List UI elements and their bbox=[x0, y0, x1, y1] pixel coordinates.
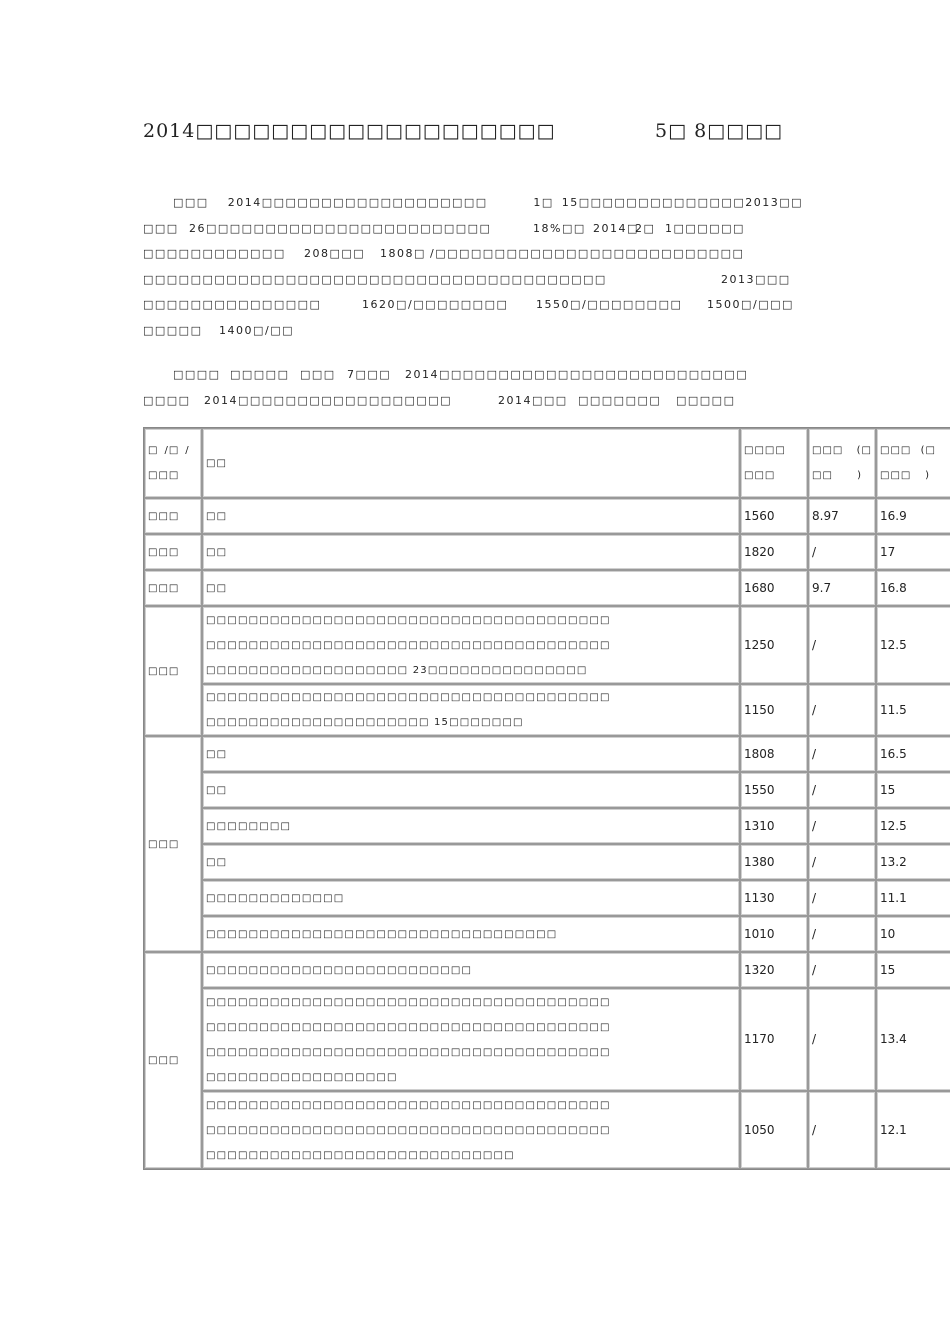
level-line: □□□□□□□□□□□□□□□□□□□□□□□□□□□□□□□□□□□□□□ bbox=[206, 614, 611, 626]
level-line: □□□□□□□□□□□□□□□□□□□ 23□□□□□□□□□□□□□□□ bbox=[206, 664, 588, 676]
document-title bbox=[143, 120, 783, 142]
header-line bbox=[812, 463, 872, 488]
table-row bbox=[144, 772, 950, 808]
text-segment: 7□□□ bbox=[347, 368, 392, 381]
cell-province: □□□ bbox=[144, 534, 202, 570]
level-line: □□□□□□□□□□□□□□□□□□□□□□□□□□□□□□□□□□□□□□ bbox=[206, 1099, 611, 1111]
table-row bbox=[144, 808, 950, 844]
cell-salary: / bbox=[808, 952, 876, 988]
cell-salary: / bbox=[808, 736, 876, 772]
cell-salary: / bbox=[808, 916, 876, 952]
level-line: □□ bbox=[206, 748, 228, 760]
cell-salary: / bbox=[808, 808, 876, 844]
text-segment: □□□□ bbox=[143, 393, 191, 407]
table-row bbox=[144, 498, 950, 534]
paragraph-line bbox=[143, 388, 803, 414]
header-text: □□□ bbox=[880, 470, 912, 481]
level-line: □□□□□□□□□□□□□□□□□□□□□ 15□□□□□□□ bbox=[206, 717, 524, 728]
header-text: ) bbox=[925, 470, 930, 481]
text-segment: □□□□□ bbox=[143, 323, 203, 337]
text-segment: 1808□ bbox=[380, 247, 426, 260]
header-text: □ bbox=[148, 445, 159, 456]
text-segment: 2014□□□ bbox=[498, 393, 568, 407]
cell-province: □□□ bbox=[144, 606, 202, 736]
text-segment: 2014□□□□□□□□□□□□□□□□□□□ bbox=[227, 196, 488, 209]
cell-level bbox=[202, 534, 740, 570]
cell-percent: 12.5 bbox=[876, 808, 950, 844]
paragraph-line bbox=[143, 190, 803, 216]
cell-price: 1130 bbox=[740, 880, 808, 916]
header-text: □□□ bbox=[744, 470, 776, 481]
cell-level bbox=[202, 808, 740, 844]
cell-salary: / bbox=[808, 534, 876, 570]
text-segment: 208□□□ bbox=[304, 247, 366, 260]
cell-price: 1310 bbox=[740, 808, 808, 844]
paragraph-line bbox=[143, 216, 803, 242]
cell-percent: 11.5 bbox=[876, 684, 950, 736]
text-segment: /□□□□□□□□ bbox=[408, 298, 509, 311]
table-row bbox=[144, 606, 950, 684]
cell-percent: 15 bbox=[876, 772, 950, 808]
header-line bbox=[148, 438, 198, 463]
cell-price: 1320 bbox=[740, 952, 808, 988]
cell-province: □□□ bbox=[144, 570, 202, 606]
text-segment: 26□□□□□□□□□□□□□□□□□□□□□□□□ bbox=[189, 221, 492, 235]
table-row bbox=[144, 684, 950, 736]
title-right: 5□ 8□□□□ bbox=[655, 120, 783, 142]
header-text: □□ bbox=[812, 470, 833, 481]
level-line: □□□□□□□□□□□□□□□□□□□□□□□□□□□□□□□□□ bbox=[206, 928, 558, 940]
cell-percent: 12.1 bbox=[876, 1091, 950, 1169]
table-row bbox=[144, 534, 950, 570]
level-line: □□□□□□□□□□□□□□□□□□□□□□□□□□□□□ bbox=[206, 1149, 515, 1161]
text-segment: /□□□ bbox=[753, 298, 794, 311]
text-segment: /□□□□□□□□□□□□□□□□□□□□□□□□□□ bbox=[430, 247, 745, 260]
header-percent bbox=[876, 428, 950, 498]
cell-percent: 16.8 bbox=[876, 570, 950, 606]
cell-percent: 13.4 bbox=[876, 988, 950, 1091]
level-line: □□ bbox=[206, 546, 228, 558]
table-row bbox=[144, 736, 950, 772]
cell-level bbox=[202, 844, 740, 880]
text-segment: □□□□□□□ bbox=[578, 393, 662, 407]
cell-level bbox=[202, 880, 740, 916]
cell-price: 1380 bbox=[740, 844, 808, 880]
cell-price: 1170 bbox=[740, 988, 808, 1091]
cell-salary: / bbox=[808, 684, 876, 736]
cell-price: 1680 bbox=[740, 570, 808, 606]
level-line: □□□□□□□□□□□□□□□□□□□□□□□□□□□□□□□□□□□□□□ bbox=[206, 996, 611, 1008]
cell-price: 1550 bbox=[740, 772, 808, 808]
level-line: □□ bbox=[206, 582, 228, 594]
cell-level bbox=[202, 498, 740, 534]
text-segment: /□□□□□□□□ bbox=[582, 298, 683, 311]
text-segment: 15□□□□□□□□□□□□□□ bbox=[561, 196, 746, 209]
cell-salary: / bbox=[808, 1091, 876, 1169]
cell-percent: 10 bbox=[876, 916, 950, 952]
header-line bbox=[880, 463, 950, 488]
text-segment: 2□ bbox=[635, 221, 656, 235]
level-line: □□□□□□□□□□□□□□□□□□□□□□□□□□□□□□□□□□□□□□ bbox=[206, 1124, 611, 1136]
cell-percent: 16.5 bbox=[876, 736, 950, 772]
header-province bbox=[144, 428, 202, 498]
cell-percent: 15 bbox=[876, 952, 950, 988]
level-line: □□□□□□□□□□□□□□□□□□□□□□□□□□□□□□□□□□□□□□ bbox=[206, 639, 611, 651]
cell-level bbox=[202, 736, 740, 772]
cell-price: 1150 bbox=[740, 684, 808, 736]
cell-salary: 8.97 bbox=[808, 498, 876, 534]
cell-province: □□□ bbox=[144, 498, 202, 534]
cell-level bbox=[202, 606, 740, 684]
text-segment: □□□□□□□□□□□□□□□□□□□□□□□□□□□□□□□□□□□□□□□ bbox=[143, 272, 607, 286]
paragraph-line bbox=[143, 292, 803, 318]
header-text: /□ bbox=[164, 445, 180, 456]
cell-salary: 9.7 bbox=[808, 570, 876, 606]
level-line: □□ bbox=[206, 856, 228, 868]
header-price bbox=[740, 428, 808, 498]
cell-percent: 17 bbox=[876, 534, 950, 570]
text-segment: □□□ bbox=[300, 368, 336, 381]
header-line bbox=[880, 438, 950, 463]
paragraph-line bbox=[143, 362, 803, 388]
text-segment: 2014□ bbox=[593, 221, 639, 235]
header-text: □□□□ bbox=[744, 445, 786, 456]
level-line: □□ bbox=[206, 510, 228, 522]
cell-price: 1050 bbox=[740, 1091, 808, 1169]
text-segment: □□□ bbox=[173, 196, 209, 209]
text-segment: /□□ bbox=[265, 323, 294, 337]
text-segment: □□□□□□□□□□□□ bbox=[143, 247, 286, 260]
cell-price: 1808 bbox=[740, 736, 808, 772]
text-segment: 1□□□□□□ bbox=[665, 221, 745, 235]
level-line: □□□□□□□□□□□□□□□□□□□□□□□□□□□□□□□□□□□□□□ bbox=[206, 1046, 611, 1058]
cell-salary: / bbox=[808, 880, 876, 916]
header-text: ) bbox=[857, 470, 862, 481]
text-segment: □□□□ bbox=[173, 368, 221, 381]
cell-price: 1820 bbox=[740, 534, 808, 570]
text-segment: □□□ bbox=[143, 221, 179, 235]
level-line: □□□□□□□□□□□□□□□□□□□□□□□□□□□□□□□□□□□□□□ bbox=[206, 692, 611, 703]
table-row bbox=[144, 844, 950, 880]
level-line: □□□□□□□□□□□□□□□□□□ bbox=[206, 1071, 398, 1083]
level-line: □□ bbox=[206, 784, 228, 796]
cell-salary: / bbox=[808, 988, 876, 1091]
text-segment: 1400□ bbox=[219, 323, 265, 337]
level-line: □□□□□□□□□□□□□ bbox=[206, 892, 345, 904]
cell-price: 1560 bbox=[740, 498, 808, 534]
cell-level bbox=[202, 684, 740, 736]
table-row bbox=[144, 570, 950, 606]
cell-salary: / bbox=[808, 606, 876, 684]
header-text: □□□ bbox=[148, 470, 180, 481]
wage-table bbox=[143, 427, 950, 1170]
cell-percent: 12.5 bbox=[876, 606, 950, 684]
cell-percent: 16.9 bbox=[876, 498, 950, 534]
level-line: □□□□□□□□□□□□□□□□□□□□□□□□□ bbox=[206, 964, 473, 976]
text-segment: 1620□ bbox=[362, 298, 408, 311]
cell-level bbox=[202, 772, 740, 808]
paragraph-line bbox=[143, 241, 803, 267]
text-segment: 2014□□□□□□□□□□□□□□□□□□ bbox=[204, 393, 453, 407]
text-segment: 2013□□ bbox=[745, 196, 803, 209]
cell-percent: 13.2 bbox=[876, 844, 950, 880]
header-text: □□□ bbox=[880, 445, 912, 456]
table-row bbox=[144, 916, 950, 952]
header-salary bbox=[808, 428, 876, 498]
text-segment: 1550□ bbox=[536, 298, 582, 311]
paragraph-line bbox=[143, 318, 803, 344]
header-level: □□ bbox=[202, 428, 740, 498]
header-line bbox=[812, 438, 872, 463]
cell-level bbox=[202, 952, 740, 988]
cell-level bbox=[202, 1091, 740, 1169]
text-segment: 2014□□□□□□□□□□□□□□□□□□□□□□□□□□ bbox=[405, 368, 749, 381]
header-text: □□□ bbox=[812, 445, 844, 456]
table-header-row bbox=[144, 428, 950, 498]
text-segment: 2013□□□ bbox=[721, 272, 791, 286]
paragraph-line bbox=[143, 267, 803, 293]
paragraph-intro bbox=[143, 190, 803, 343]
title-left: 2014□□□□□□□□□□□□□□□□□□□ bbox=[143, 120, 556, 142]
header-text: / bbox=[185, 445, 190, 456]
table-row bbox=[144, 1091, 950, 1169]
table-row bbox=[144, 880, 950, 916]
cell-price: 1250 bbox=[740, 606, 808, 684]
text-segment: □□□□□□□□□□□□□□□ bbox=[143, 298, 322, 311]
cell-price: 1010 bbox=[740, 916, 808, 952]
cell-salary: / bbox=[808, 772, 876, 808]
header-text: (□ bbox=[856, 445, 872, 456]
text-segment: □□□□□ bbox=[230, 368, 290, 381]
level-line: □□□□□□□□ bbox=[206, 820, 292, 832]
cell-salary: / bbox=[808, 844, 876, 880]
text-segment: 1□ bbox=[533, 196, 554, 209]
cell-province: □□□ bbox=[144, 736, 202, 952]
cell-level bbox=[202, 988, 740, 1091]
text-segment: 18%□□ bbox=[533, 221, 586, 235]
table-row bbox=[144, 988, 950, 1091]
level-line: □□□□□□□□□□□□□□□□□□□□□□□□□□□□□□□□□□□□□□ bbox=[206, 1021, 611, 1033]
text-segment: □□□□□ bbox=[676, 393, 736, 407]
paragraph-table-intro bbox=[143, 362, 803, 413]
cell-level bbox=[202, 916, 740, 952]
cell-province: □□□ bbox=[144, 952, 202, 1169]
header-text: (□ bbox=[920, 445, 936, 456]
table-row bbox=[144, 952, 950, 988]
cell-level bbox=[202, 570, 740, 606]
text-segment: 1500□ bbox=[707, 298, 753, 311]
cell-percent: 11.1 bbox=[876, 880, 950, 916]
